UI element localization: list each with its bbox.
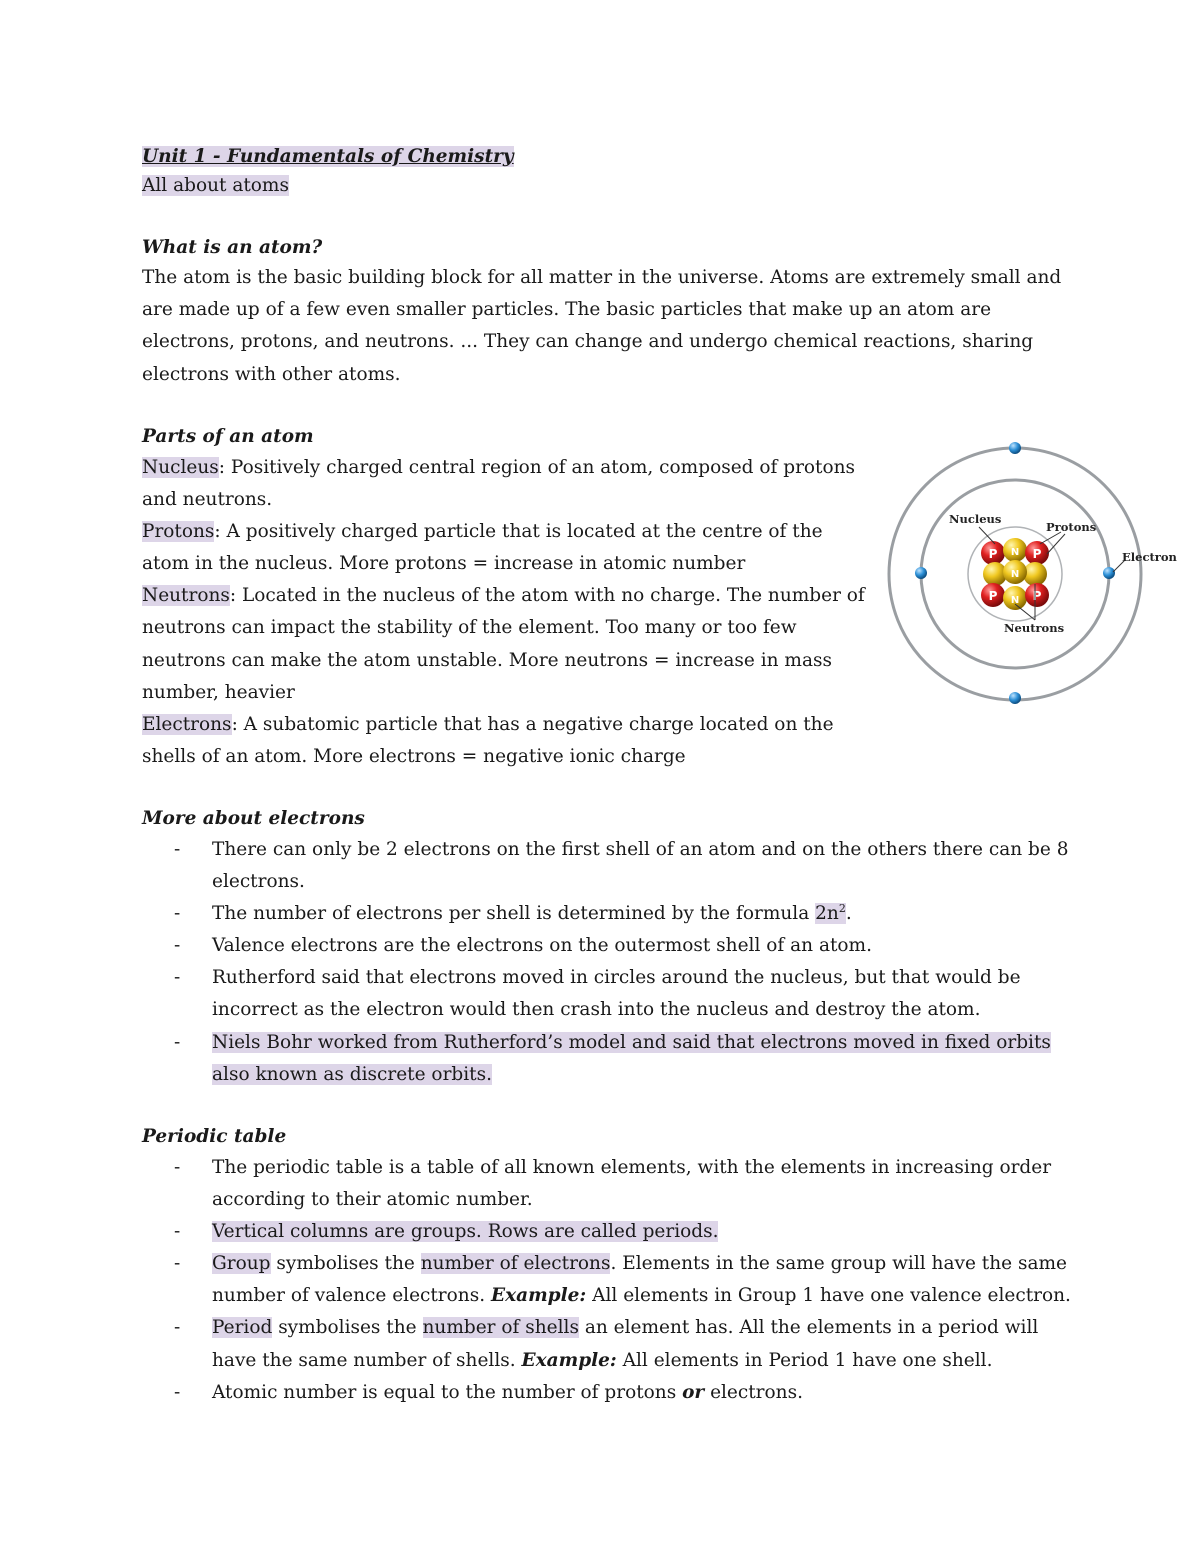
document-title: Unit 1 - Fundamentals of Chemistry [142,146,514,167]
label-electron: Electron [1122,550,1177,564]
neutron-letter: N [1010,569,1020,580]
term-protons: Protons [142,521,215,543]
periodic-bullet-list [142,1152,1082,1409]
label-protons: Protons [1046,520,1097,534]
proton-letter: P [988,547,998,561]
parts-of-atom-list [142,452,867,773]
neutron-letter: N [1010,595,1020,606]
list-item: - Valence electrons are the electrons on the outermost shell of an atom. [174,935,872,957]
formula-2n2: $2n^2$ [815,902,846,925]
document-subtitle: All about atoms [142,175,289,196]
heading-more-about-electrons: More about electrons [142,808,365,829]
list-item: - The number of electrons per shell is determined by the formula $2n^2$. [174,902,852,925]
neutron-letter: N [1010,547,1020,558]
list-item: - There can only be 2 electrons on the first shell of an atom and on the others there can be 8 electrons. [174,839,1069,893]
heading-periodic-table: Periodic table [142,1126,287,1147]
electron-top [1009,442,1021,454]
label-nucleus: Nucleus [949,512,1002,526]
atom-diagram [885,432,1177,710]
term-neutrons: Neutrons [142,585,230,607]
paragraph-what-is-atom: The atom is the basic building block for all matter in the universe. Atoms are extremely small and are made up of a few even smaller particles. The basic particles that make up an atom are electrons, protons, and neutrons. ... They can change and undergo chemical reactions, sharing electrons with other atoms. [142,267,1062,385]
proton-letter: P [1032,589,1042,603]
part-protons: Protons: A positively charged particle that is located at the centre of the atom in the nucleus. More protons = increase in atomic number [142,521,823,575]
list-item: - Group symbolises the number of electrons. Elements in the same group will have the same number of valence electrons. Example: All elements in Group 1 have one valence electron. [174,1253,1071,1307]
electron-right [1103,567,1115,579]
term-electrons: Electrons [142,713,232,735]
nucleus-particles [981,538,1049,610]
part-electrons: Electrons: A subatomic particle that has a negative charge located on the shells of an atom. More electrons = negative ionic charge [142,713,834,767]
list-item: - Vertical columns are groups. Rows are called periods. [174,1221,719,1243]
list-item: - Period symbolises the number of shells an element has. All the elements in a period will have the same number of shells. Example: All elements in Period 1 have one shell. [174,1317,1039,1371]
proton-letter: P [988,589,998,603]
list-item: - Rutherford said that electrons moved in circles around the nucleus, but that would be incorrect as the electron would then crash into the nucleus and destroy the atom. [174,967,1021,1021]
heading-what-is-atom: What is an atom? [142,237,323,258]
part-nucleus: Nucleus: Positively charged central region of an atom, composed of protons and neutrons. [142,457,856,511]
electron-bottom [1009,692,1021,704]
electron-left [915,567,927,579]
term-nucleus: Nucleus [142,457,219,478]
list-item: - Niels Bohr worked from Rutherford’s model and said that electrons moved in fixed orbits also known as discrete orbits. [174,1031,1051,1085]
proton-letter: P [1032,547,1042,561]
electrons-bullet-list [142,834,1082,1091]
label-neutrons: Neutrons [1004,621,1065,635]
list-item: - The periodic table is a table of all known elements, with the elements in increasing order according to their atomic number. [174,1157,1052,1211]
heading-parts-of-atom: Parts of an atom [142,426,314,447]
list-item: - Atomic number is equal to the number of protons or electrons. [174,1381,803,1403]
part-neutrons: Neutrons: Located in the nucleus of the atom with no charge. The number of neutrons can impact the stability of the element. Too many or too few neutrons can make the atom unstable. More neutrons = increase in mass number, heavier [142,585,865,703]
